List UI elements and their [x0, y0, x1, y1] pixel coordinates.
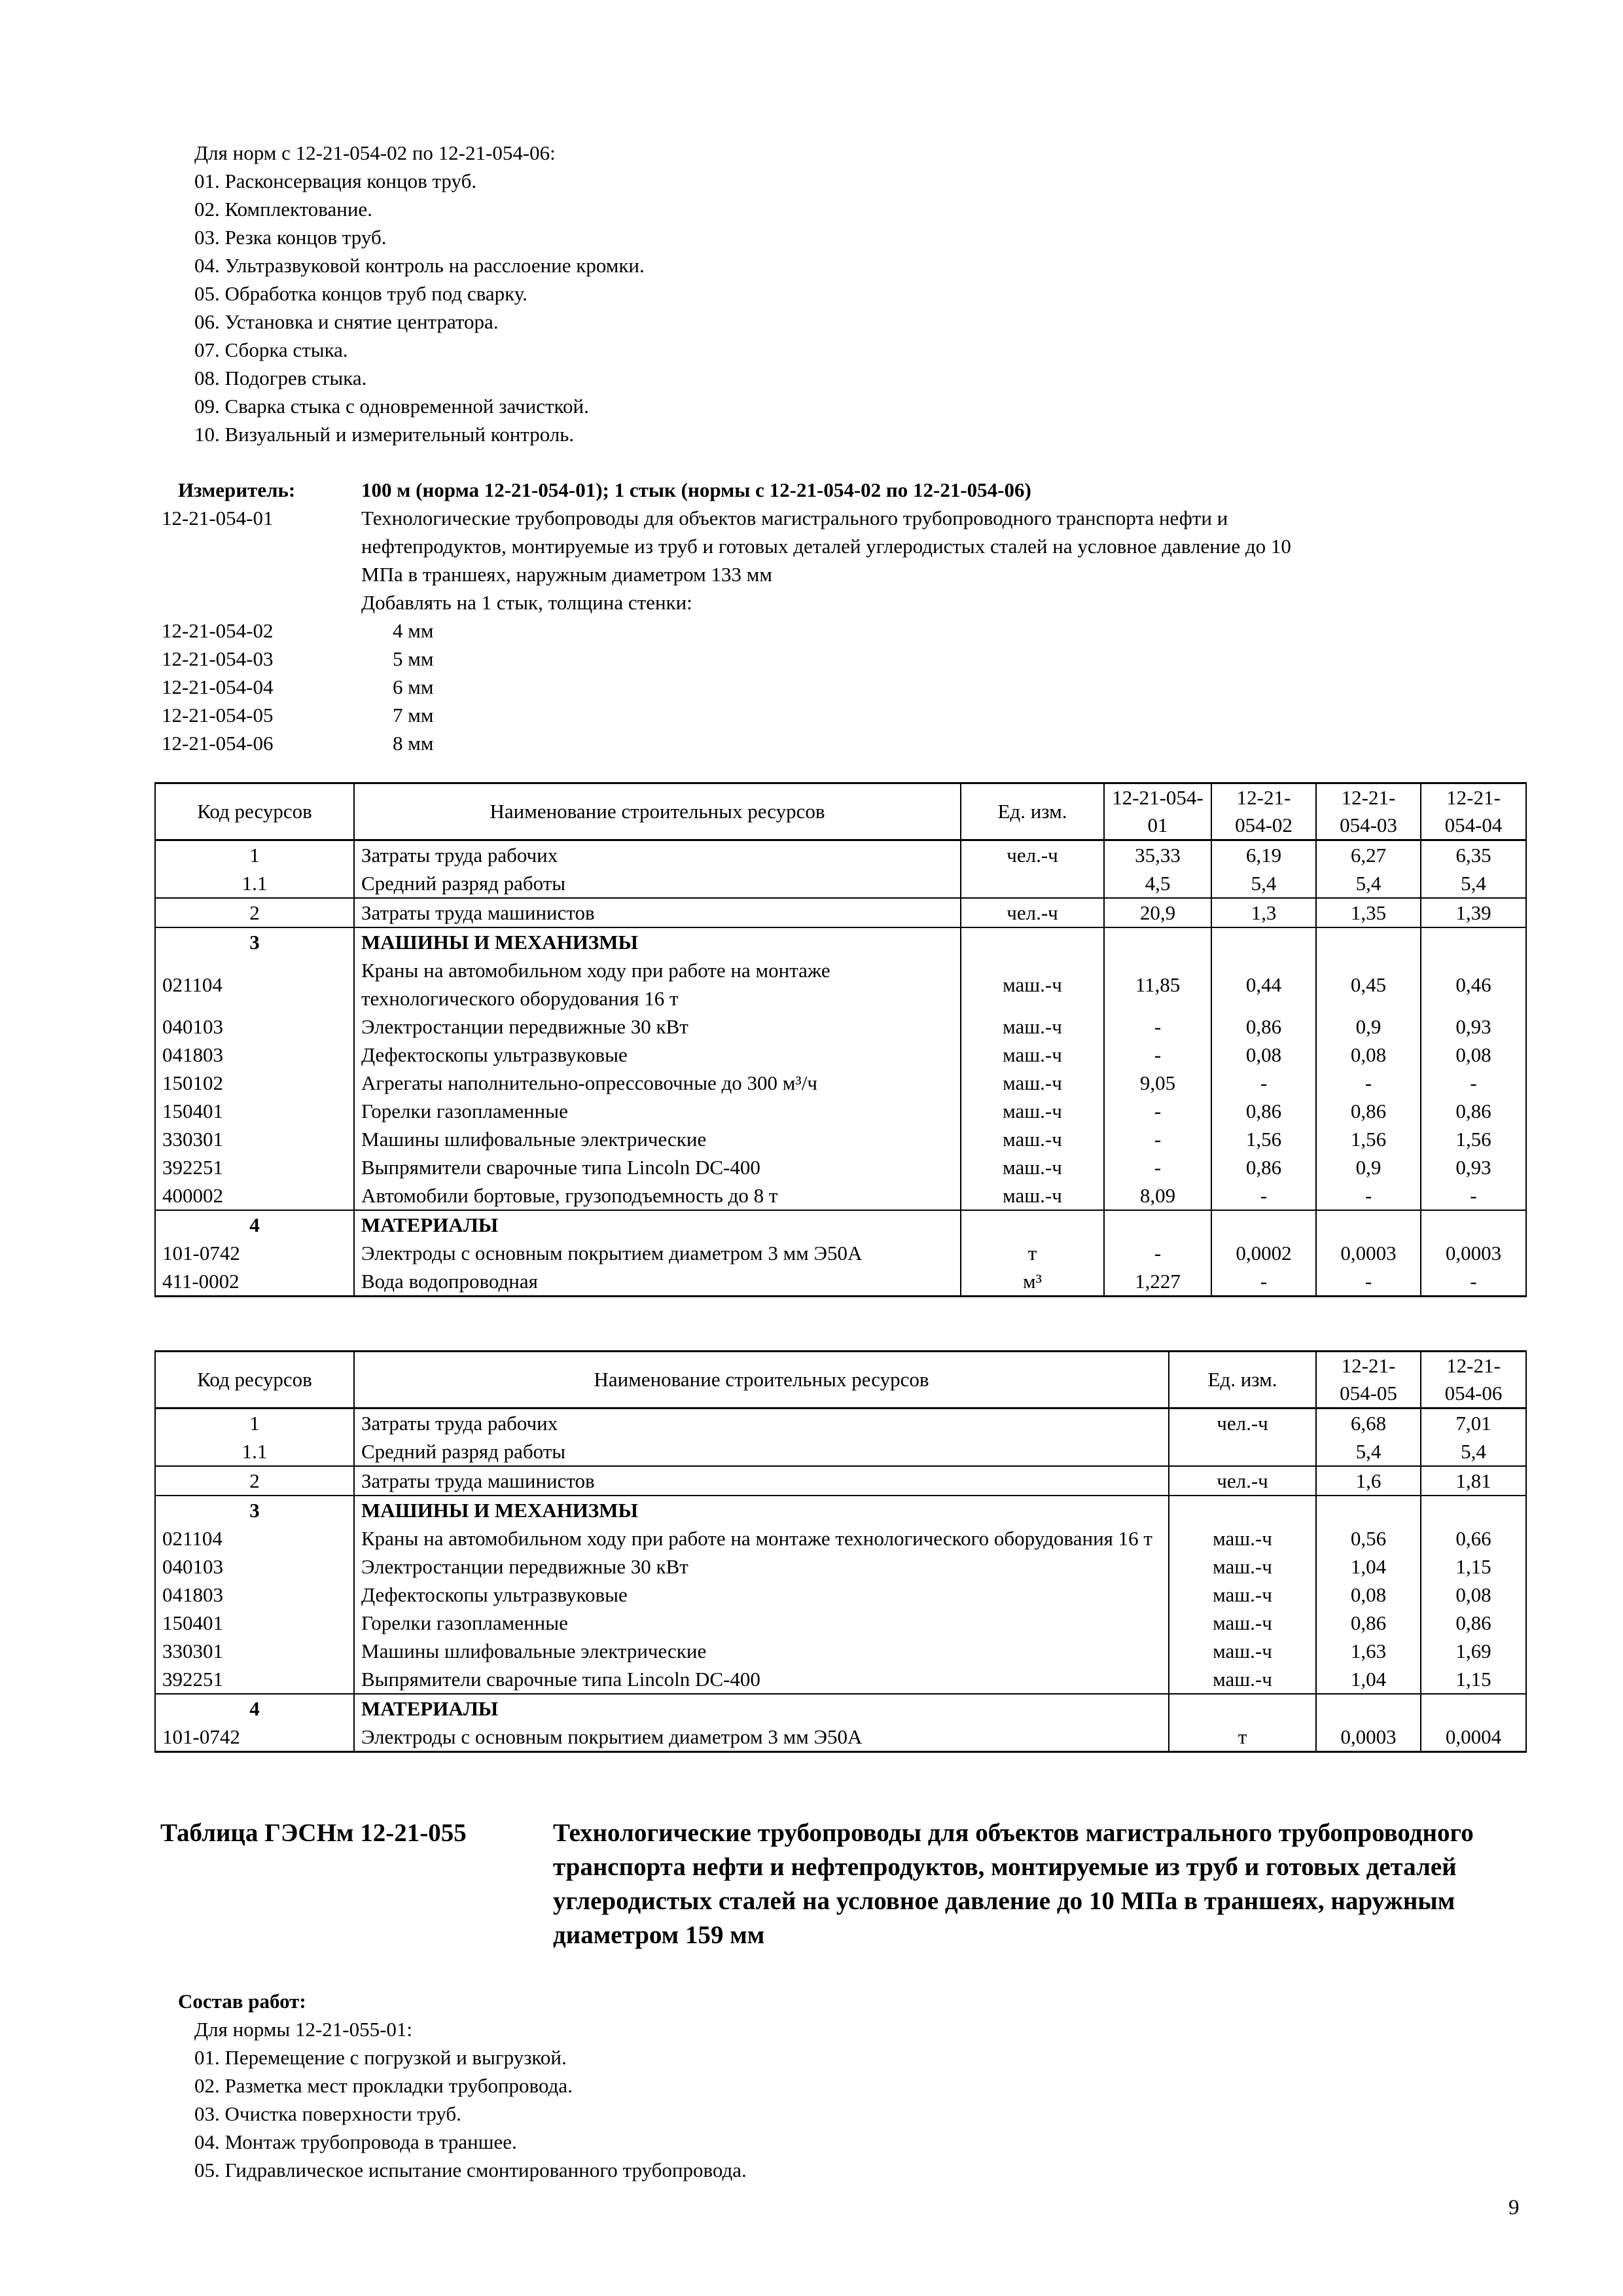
- operation-item: 09. Сварка стыка с одновременной зачисткой.: [194, 395, 589, 418]
- value-cell: -: [1211, 1267, 1316, 1297]
- resource-code-cell: 392251: [155, 1153, 354, 1181]
- table-row: [155, 1496, 1526, 1524]
- resource-name-cell: Машины шлифовальные электрические: [354, 1637, 1169, 1665]
- operation-item: 01. Расконсервация концов труб.: [194, 170, 477, 192]
- header-cell: 12-21-054-06: [1421, 1352, 1526, 1408]
- resource-name-cell: Выпрямители сварочные типа Lincoln DC-400: [354, 1665, 1169, 1694]
- resource-code-cell: 400002: [155, 1181, 354, 1210]
- value-cell: 5,4: [1421, 1437, 1526, 1466]
- value-cell: [1421, 1496, 1526, 1524]
- value-cell: 20,9: [1104, 898, 1211, 927]
- page-number: 9: [1508, 2196, 1520, 2219]
- resource-name-cell: Средний разряд работы: [354, 869, 961, 898]
- value-cell: 0,0003: [1316, 1723, 1421, 1752]
- value-cell: 0,0003: [1316, 1239, 1421, 1267]
- value-cell: 0,9: [1316, 1013, 1421, 1041]
- value-cell: 1,39: [1421, 898, 1526, 927]
- resource-name-cell: Агрегаты наполнительно-опрессовочные до 300 м³/ч: [354, 1069, 961, 1097]
- value-cell: 1,69: [1421, 1637, 1526, 1665]
- resource-name-cell: Электростанции передвижные 30 кВт: [354, 1013, 961, 1041]
- table-row: [155, 1581, 1526, 1609]
- header-cell: 12-21-054-05: [1316, 1352, 1421, 1408]
- unit-cell: маш.-ч: [961, 1069, 1104, 1097]
- value-cell: 0,66: [1421, 1524, 1526, 1552]
- value-cell: 8,09: [1104, 1181, 1211, 1210]
- value-cell: 0,08: [1316, 1581, 1421, 1609]
- resource-name-cell: Дефектоскопы ультразвуковые: [354, 1581, 1169, 1609]
- value-cell: 5,4: [1316, 1437, 1421, 1466]
- resource-name-cell: МАШИНЫ И МЕХАНИЗМЫ: [354, 927, 961, 956]
- unit-cell: [961, 869, 1104, 898]
- composition-subheading: Для нормы 12-21-055-01:: [194, 2018, 413, 2041]
- header-cell: 12-21-054-01: [1104, 783, 1211, 840]
- value-cell: 1,6: [1316, 1466, 1421, 1496]
- value-cell: 1,227: [1104, 1267, 1211, 1297]
- norm-desc-line: Добавлять на 1 стык, толщина стенки:: [361, 591, 692, 614]
- sub-norm-value: 7 мм: [393, 704, 434, 726]
- table-row: [155, 1723, 1526, 1752]
- sub-norm-code: 12-21-054-05: [162, 704, 274, 726]
- resource-name-cell: Электроды с основным покрытием диаметром 3 мм Э50А: [354, 1723, 1169, 1752]
- resource-code-cell: 101-0742: [155, 1239, 354, 1267]
- norm-desc-line: Технологические трубопроводы для объектов магистрального трубопроводного транспорта нефти и: [361, 507, 1228, 529]
- resource-name-cell: Затраты труда рабочих: [354, 1408, 1169, 1438]
- unit-cell: чел.-ч: [1169, 1466, 1316, 1496]
- unit-cell: маш.-ч: [961, 1041, 1104, 1069]
- value-cell: 0,86: [1421, 1097, 1526, 1125]
- value-cell: [1316, 927, 1421, 956]
- resource-code-cell: 040103: [155, 1013, 354, 1041]
- value-cell: 1,3: [1211, 898, 1316, 927]
- value-cell: 1,04: [1316, 1665, 1421, 1694]
- sub-norm-code: 12-21-054-06: [162, 732, 274, 755]
- sub-norm-value: 4 мм: [393, 619, 434, 642]
- resource-code-cell: 1.1: [155, 869, 354, 898]
- table-row: [155, 1665, 1526, 1694]
- value-cell: 0,86: [1316, 1097, 1421, 1125]
- table-row: [155, 1181, 1526, 1210]
- unit-cell: чел.-ч: [1169, 1408, 1316, 1438]
- value-cell: -: [1104, 1125, 1211, 1153]
- value-cell: -: [1104, 1041, 1211, 1069]
- table-row: [155, 1125, 1526, 1153]
- value-cell: 0,86: [1211, 1097, 1316, 1125]
- composition-heading: Состав работ:: [178, 1990, 306, 2013]
- value-cell: 11,85: [1104, 956, 1211, 1013]
- value-cell: 0,56: [1316, 1524, 1421, 1552]
- resource-name-cell: Выпрямители сварочные типа Lincoln DC-400: [354, 1153, 961, 1181]
- unit-cell: маш.-ч: [961, 1153, 1104, 1181]
- table-row: [155, 869, 1526, 898]
- operation-item: 10. Визуальный и измерительный контроль.: [194, 423, 575, 446]
- unit-cell: [1169, 1496, 1316, 1524]
- value-cell: -: [1104, 1153, 1211, 1181]
- value-cell: 1,56: [1421, 1125, 1526, 1153]
- operation-item: 03. Очистка поверхности труб.: [194, 2102, 461, 2125]
- resource-code-cell: 150401: [155, 1609, 354, 1637]
- operation-item: 05. Гидравлическое испытание смонтированного трубопровода.: [194, 2159, 747, 2181]
- resource-code-cell: 2: [155, 1466, 354, 1496]
- resource-code-cell: 150102: [155, 1069, 354, 1097]
- resource-code-cell: 041803: [155, 1581, 354, 1609]
- table-row: [155, 1267, 1526, 1297]
- operation-item: 04. Монтаж трубопровода в траншее.: [194, 2130, 517, 2153]
- value-cell: -: [1211, 1069, 1316, 1097]
- table-row: [155, 1437, 1526, 1466]
- value-cell: [1316, 1496, 1421, 1524]
- resource-name-cell: Машины шлифовальные электрические: [354, 1125, 961, 1153]
- value-cell: -: [1104, 1097, 1211, 1125]
- unit-cell: чел.-ч: [961, 840, 1104, 870]
- unit-cell: чел.-ч: [961, 898, 1104, 927]
- value-cell: [1316, 1210, 1421, 1239]
- value-cell: 1,15: [1421, 1552, 1526, 1581]
- value-cell: [1316, 1694, 1421, 1723]
- operation-item: 08. Подогрев стыка.: [194, 367, 367, 389]
- unit-cell: маш.-ч: [1169, 1581, 1316, 1609]
- value-cell: 1,15: [1421, 1665, 1526, 1694]
- table-row: [155, 1041, 1526, 1069]
- operation-item: 02. Комплектование.: [194, 198, 372, 221]
- resource-code-cell: 330301: [155, 1637, 354, 1665]
- table-row: [155, 927, 1526, 956]
- value-cell: -: [1211, 1181, 1316, 1210]
- value-cell: 0,86: [1211, 1013, 1316, 1041]
- unit-cell: маш.-ч: [1169, 1524, 1316, 1552]
- value-cell: 0,0004: [1421, 1723, 1526, 1752]
- unit-cell: [1169, 1437, 1316, 1466]
- sub-norm-code: 12-21-054-03: [162, 647, 274, 670]
- resource-code-cell: 1: [155, 840, 354, 870]
- resource-code-cell: 2: [155, 898, 354, 927]
- resource-code-cell: 392251: [155, 1665, 354, 1694]
- table-row: [155, 1239, 1526, 1267]
- value-cell: 0,9: [1316, 1153, 1421, 1181]
- unit-cell: [961, 1210, 1104, 1239]
- table-row: [155, 1552, 1526, 1581]
- unit-cell: маш.-ч: [961, 1013, 1104, 1041]
- operation-item: 05. Обработка концов труб под сварку.: [194, 282, 527, 305]
- table-header-row: [155, 1352, 1526, 1408]
- operation-item: 01. Перемещение с погрузкой и выгрузкой.: [194, 2046, 567, 2069]
- value-cell: 7,01: [1421, 1408, 1526, 1438]
- resource-name-cell: Дефектоскопы ультразвуковые: [354, 1041, 961, 1069]
- table-row: [155, 1637, 1526, 1665]
- value-cell: 6,68: [1316, 1408, 1421, 1438]
- resource-code-cell: 4: [155, 1694, 354, 1723]
- resource-name-cell: Затраты труда рабочих: [354, 840, 961, 870]
- resource-name-cell: Краны на автомобильном ходу при работе на монтаже технологического оборудования 16 т: [354, 956, 961, 1013]
- resource-name-cell: Электроды с основным покрытием диаметром 3 мм Э50А: [354, 1239, 961, 1267]
- value-cell: 0,44: [1211, 956, 1316, 1013]
- operation-item: 06. Установка и снятие центратора.: [194, 310, 499, 333]
- value-cell: 0,0002: [1211, 1239, 1316, 1267]
- value-cell: 0,93: [1421, 1153, 1526, 1181]
- resource-code-cell: 4: [155, 1210, 354, 1239]
- value-cell: 0,45: [1316, 956, 1421, 1013]
- measure-value: 100 м (норма 12-21-054-01); 1 стык (нормы с 12-21-054-02 по 12-21-054-06): [361, 478, 1031, 501]
- unit-cell: м³: [961, 1267, 1104, 1297]
- unit-cell: маш.-ч: [961, 956, 1104, 1013]
- value-cell: 6,35: [1421, 840, 1526, 870]
- value-cell: 5,4: [1211, 869, 1316, 898]
- norm-desc-line: МПа в траншеях, наружным диаметром 133 мм: [361, 563, 772, 586]
- value-cell: 1,56: [1316, 1125, 1421, 1153]
- resources-table-2: [154, 1350, 1527, 1753]
- header-cell: Ед. изм.: [1169, 1352, 1316, 1408]
- table-row: [155, 1609, 1526, 1637]
- norm-desc-line: нефтепродуктов, монтируемые из труб и готовых деталей углеродистых сталей на условное давление до 10: [361, 535, 1291, 558]
- resource-code-cell: 041803: [155, 1041, 354, 1069]
- value-cell: [1421, 1694, 1526, 1723]
- header-cell: 12-21-054-04: [1421, 783, 1526, 840]
- resource-code-cell: 330301: [155, 1125, 354, 1153]
- unit-cell: маш.-ч: [1169, 1665, 1316, 1694]
- value-cell: 0,08: [1421, 1041, 1526, 1069]
- value-cell: 0,0003: [1421, 1239, 1526, 1267]
- table-row: [155, 1013, 1526, 1041]
- table-row: [155, 1097, 1526, 1125]
- value-cell: 1,04: [1316, 1552, 1421, 1581]
- unit-cell: т: [961, 1239, 1104, 1267]
- operation-item: 07. Сборка стыка.: [194, 338, 348, 361]
- value-cell: [1104, 1210, 1211, 1239]
- value-cell: 5,4: [1421, 869, 1526, 898]
- table-row: [155, 840, 1526, 870]
- table-row: [155, 1408, 1526, 1438]
- operation-item: 02. Разметка мест прокладки трубопровода.: [194, 2074, 573, 2097]
- resource-code-cell: 3: [155, 927, 354, 956]
- resource-name-cell: МАШИНЫ И МЕХАНИЗМЫ: [354, 1496, 1169, 1524]
- operation-item: 03. Резка концов труб.: [194, 226, 387, 249]
- unit-cell: маш.-ч: [961, 1181, 1104, 1210]
- value-cell: [1211, 1210, 1316, 1239]
- value-cell: -: [1104, 1239, 1211, 1267]
- value-cell: 0,08: [1421, 1581, 1526, 1609]
- value-cell: -: [1421, 1069, 1526, 1097]
- table-row: [155, 1466, 1526, 1496]
- resource-name-cell: МАТЕРИАЛЫ: [354, 1210, 961, 1239]
- value-cell: 1,56: [1211, 1125, 1316, 1153]
- table-title-text: Технологические трубопроводы для объектов магистрального трубопроводного транспорта нефти и нефтепродуктов, монтируемые из труб и готовых деталей углеродистых сталей на условное давление до 10 МПа в траншеях, наружным диаметром 159 мм: [553, 1819, 1474, 1949]
- value-cell: 0,86: [1316, 1609, 1421, 1637]
- value-cell: 6,19: [1211, 840, 1316, 870]
- resource-name-cell: Автомобили бортовые, грузоподъемность до 8 т: [354, 1181, 961, 1210]
- resource-name-cell: Затраты труда машинистов: [354, 1466, 1169, 1496]
- table-row: [155, 898, 1526, 927]
- header-cell: Ед. изм.: [961, 783, 1104, 840]
- unit-cell: маш.-ч: [1169, 1637, 1316, 1665]
- resource-code-cell: 021104: [155, 1524, 354, 1552]
- resource-code-cell: 040103: [155, 1552, 354, 1581]
- operation-item: 04. Ультразвуковой контроль на расслоение кромки.: [194, 254, 645, 277]
- value-cell: 4,5: [1104, 869, 1211, 898]
- resource-name-cell: Электростанции передвижные 30 кВт: [354, 1552, 1169, 1581]
- resource-code-cell: 411-0002: [155, 1267, 354, 1297]
- header-cell: 12-21-054-02: [1211, 783, 1316, 840]
- table-row: [155, 956, 1526, 1013]
- value-cell: -: [1316, 1267, 1421, 1297]
- unit-cell: маш.-ч: [1169, 1552, 1316, 1581]
- table-row: [155, 1069, 1526, 1097]
- table-header-row: [155, 783, 1526, 840]
- resource-name-cell: Горелки газопламенные: [354, 1609, 1169, 1637]
- unit-cell: [961, 927, 1104, 956]
- header-cell: Код ресурсов: [155, 1352, 354, 1408]
- resource-code-cell: 150401: [155, 1097, 354, 1125]
- header-cell: Код ресурсов: [155, 783, 354, 840]
- value-cell: 5,4: [1316, 869, 1421, 898]
- value-cell: 9,05: [1104, 1069, 1211, 1097]
- resource-name-cell: Средний разряд работы: [354, 1437, 1169, 1466]
- header-cell: Наименование строительных ресурсов: [354, 1352, 1169, 1408]
- value-cell: -: [1316, 1181, 1421, 1210]
- value-cell: -: [1104, 1013, 1211, 1041]
- value-cell: 1,81: [1421, 1466, 1526, 1496]
- value-cell: 0,46: [1421, 956, 1526, 1013]
- work-composition: [178, 1987, 747, 2184]
- table-row: [155, 1153, 1526, 1181]
- resource-code-cell: 101-0742: [155, 1723, 354, 1752]
- value-cell: 6,27: [1316, 840, 1421, 870]
- norm-code: 12-21-054-01: [162, 507, 274, 529]
- value-cell: -: [1316, 1069, 1421, 1097]
- intro-operations: [194, 139, 645, 448]
- resource-code-cell: 3: [155, 1496, 354, 1524]
- resource-name-cell: МАТЕРИАЛЫ: [354, 1694, 1169, 1723]
- intro-heading: Для норм с 12-21-054-02 по 12-21-054-06:: [194, 141, 556, 164]
- value-cell: [1421, 1210, 1526, 1239]
- value-cell: 0,86: [1421, 1609, 1526, 1637]
- unit-cell: [1169, 1694, 1316, 1723]
- resource-name-cell: Краны на автомобильном ходу при работе на монтаже технологического оборудования 16 т: [354, 1524, 1169, 1552]
- table-row: [155, 1524, 1526, 1552]
- value-cell: 0,86: [1211, 1153, 1316, 1181]
- value-cell: [1421, 927, 1526, 956]
- sub-norm-value: 8 мм: [393, 732, 434, 755]
- value-cell: 35,33: [1104, 840, 1211, 870]
- value-cell: 1,35: [1316, 898, 1421, 927]
- resource-code-cell: 1: [155, 1408, 354, 1438]
- sub-norm-code: 12-21-054-02: [162, 619, 274, 642]
- value-cell: 0,93: [1421, 1013, 1526, 1041]
- measure-label: Измеритель:: [178, 478, 296, 501]
- table-title-code: Таблица ГЭСНм 12-21-055: [160, 1819, 467, 1847]
- resource-code-cell: 1.1: [155, 1437, 354, 1466]
- unit-cell: маш.-ч: [1169, 1609, 1316, 1637]
- resources-table-1: [154, 782, 1527, 1297]
- resource-code-cell: 021104: [155, 956, 354, 1013]
- table-row: [155, 1210, 1526, 1239]
- sub-norm-code: 12-21-054-04: [162, 675, 274, 698]
- sub-norm-value: 5 мм: [393, 647, 434, 670]
- value-cell: 1,63: [1316, 1637, 1421, 1665]
- value-cell: 0,08: [1316, 1041, 1421, 1069]
- resource-name-cell: Горелки газопламенные: [354, 1097, 961, 1125]
- value-cell: [1104, 927, 1211, 956]
- unit-cell: маш.-ч: [961, 1097, 1104, 1125]
- resource-name-cell: Вода водопроводная: [354, 1267, 961, 1297]
- unit-cell: т: [1169, 1723, 1316, 1752]
- value-cell: 0,08: [1211, 1041, 1316, 1069]
- sub-norm-value: 6 мм: [393, 675, 434, 698]
- header-cell: Наименование строительных ресурсов: [354, 783, 961, 840]
- header-cell: 12-21-054-03: [1316, 783, 1421, 840]
- table-row: [155, 1694, 1526, 1723]
- value-cell: -: [1421, 1181, 1526, 1210]
- value-cell: -: [1421, 1267, 1526, 1297]
- unit-cell: маш.-ч: [961, 1125, 1104, 1153]
- value-cell: [1211, 927, 1316, 956]
- resource-name-cell: Затраты труда машинистов: [354, 898, 961, 927]
